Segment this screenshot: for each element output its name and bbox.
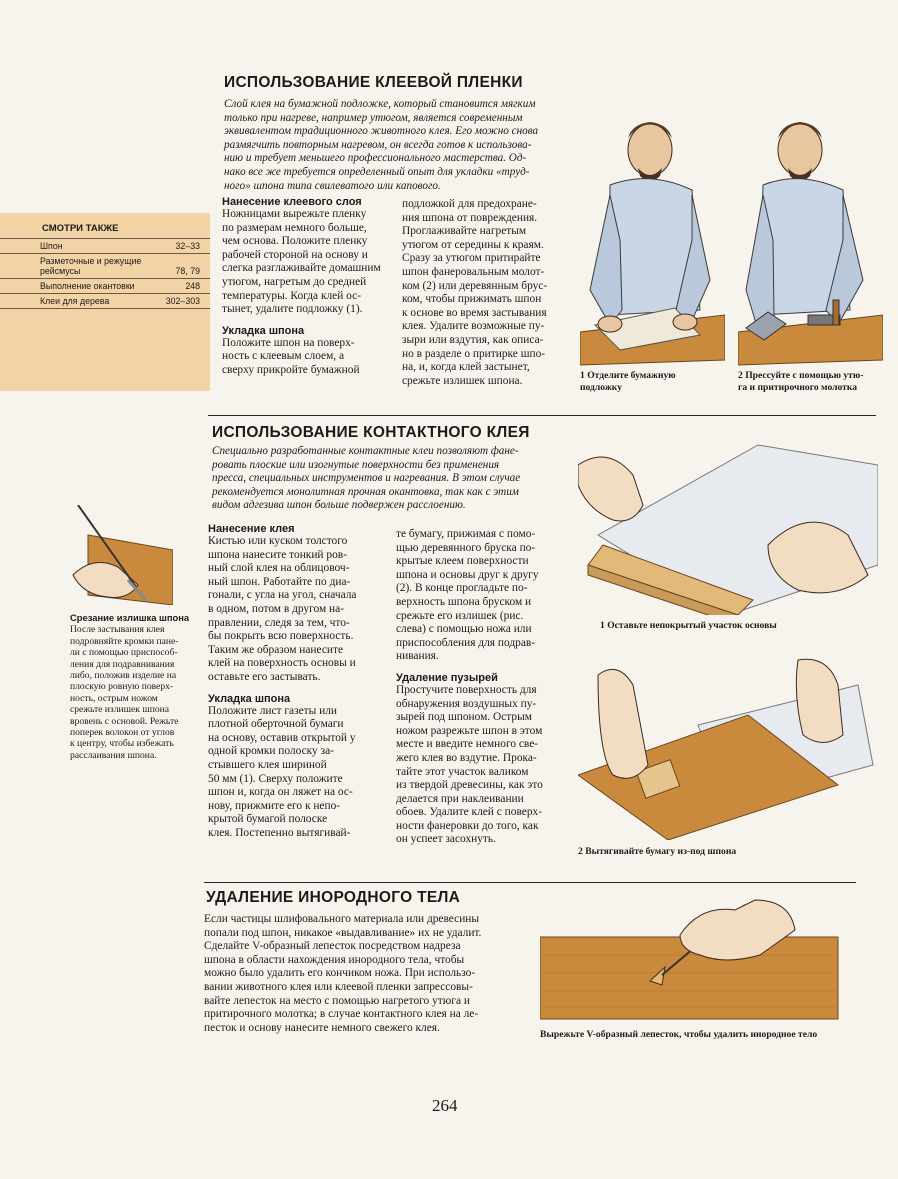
subheading: Нанесение клея <box>208 523 295 535</box>
section1-intro: Слой клея на бумажной подложке, который становится мягким только при нагреве, например утюгом, является современным эквивалентом традиционного животного клея. Его можно снова размягчить повторным нагревом, он всегда готов к использова- нию и требует меньшего профессионального мастерства. Од- нако все же требуется определенный опыт для укладки «труд- ного» шпона типа свилеватого или капового. <box>224 98 539 192</box>
illustration-v-flap <box>540 895 840 1025</box>
section3-text: Если частицы шлифовального материала или древесины попали под шпон, никакое «выдавливание» их не удалит. Сделайте V-образный лепесток посредством надреза шпона в области нахождения инородного тела, чтобы можно было удалить его кончиком ножа. При использо- вании животного клея или клеевой пленки запрессовы- вайте лепесток на место с помощью нагретого утюга и притирочного молотка; в случае контактного клея на ле- песток и основу нанесите немного свежего клея. <box>204 913 482 1034</box>
section2-caption2: 2 Вытягивайте бумагу из-под шпона <box>578 846 737 857</box>
side-caption: Срезание излишка шпона После застывания клея подровняйте кромки пане- ли с помощью приспособ- ления для подравнивания либо, положив изделие на плоскую ровную поверх- ность, острым ножом срежьте излишек шпона вровень с основой. Режьте поперек волокон от углов к центру, чтобы избежать расслаивания шпона. <box>70 612 190 761</box>
section1-title: ИСПОЛЬЗОВАНИЕ КЛЕЕВОЙ ПЛЕНКИ <box>224 74 523 91</box>
subheading: Нанесение клеевого слоя <box>222 196 362 208</box>
paragraph: Кистью или куском толстого шпона нанесите тонкий ров- ный слой клея на облицовоч- ный шпон. Работайте по диа- гонали, с угла на угол, сначала в одном, потом в другом на- правлении, следя за тем, что- бы покрыть всю поверхность. Таким же образом нанесите клей на поверхность основы и оставьте его застывать. <box>208 535 357 683</box>
see-also-box <box>0 213 210 391</box>
section1-col2: подложкой для предохране- ния шпона от повреждения. Проглаживайте нагретым утюгом от середины к краям. Сразу за утюгом притирайте шпон фанеровальным молот- ком (2) или деревянным брус- ком, чтобы прижимать шпон к основе во время застывания клея. Удалите возможные пу- зыри или вздутия, как описа- но в разделе о притирке шпо- на, и, когда клей застынет, срежьте излишек шпона. <box>402 198 548 387</box>
see-also-title: СМОТРИ ТАКЖЕ <box>42 223 119 234</box>
section1-caption2: 2 Прессуйте с помощью утю- га и притирочного молотка <box>738 370 864 393</box>
paragraph: те бумагу, прижимая с помо- щью деревянного бруска по- крытые клеем поверхности шпона и основы друг к другу (2). В конце прогладьте по- верхность шпона бруском и срежьте его излишек (рис. слева) с помощью ножа или приспособления для подрав- нивания. <box>396 528 539 663</box>
side-caption-title: Срезание излишка шпона <box>70 612 190 623</box>
subheading: Укладка шпона <box>208 692 291 705</box>
subheading: Удаление пузырей <box>396 671 498 684</box>
section2-title: ИСПОЛЬЗОВАНИЕ КОНТАКТНОГО КЛЕЯ <box>212 424 530 441</box>
illustration-peel-backing <box>580 110 725 370</box>
illustration-trim-edge <box>68 505 173 605</box>
see-also-item[interactable]: Выполнение окантовки 248 <box>0 279 210 294</box>
section2-intro: Специально разработанные контактные клеи позволяют фане- ровать плоские или изогнутые поверхности без применения пресса, специальных инструментов и нагревания. В этом случае рекомендуется монолитная прочная окантовка, так как с этим видом адгезива шпон больше подвержен расслоению. <box>212 445 521 512</box>
subheading: Укладка шпона <box>222 324 305 337</box>
see-also-item[interactable]: Клеи для дерева 302–303 <box>0 294 210 309</box>
see-also-list <box>0 238 210 309</box>
illustration-pull-paper <box>578 655 878 840</box>
section2-col2 <box>396 528 576 847</box>
section2-col1 <box>208 523 393 840</box>
section2-caption1: 1 Оставьте непокрытый участок основы <box>600 620 777 631</box>
paragraph: Ножницами вырежьте пленку по размерам немного больше, чем основа. Положите пленку рабочей стороной на основу и слегка разглаживайте домашним утюгом, нагретым до средней температуры. Когда клей ос- тынет, удалите подложку (1). <box>222 208 381 316</box>
illustration-iron-hammer <box>738 110 883 370</box>
illustration-uncovered-strip <box>578 425 878 615</box>
section3-caption: Вырежьте V-образный лепесток, чтобы удалить инородное тело <box>540 1029 818 1040</box>
see-also-item[interactable]: Шпон 32–33 <box>0 239 210 254</box>
paragraph: Положите шпон на поверх- ность с клеевым слоем, а сверху прикройте бумажной <box>222 336 360 376</box>
see-also-item[interactable]: Разметочные и режущие рейсмусы 78, 79 <box>0 254 210 279</box>
paragraph: Положите лист газеты или плотной оберточной бумаги на основу, оставив открытой у одной кромки полоску за- стывшего клея шириной 50 мм (1). Сверху положите шпон и, когда он ляжет на ос- нову, прижмите его к непо- крытой бумагой полоске клея. Постепенно вытягивай- <box>208 704 356 839</box>
divider <box>204 882 856 883</box>
divider <box>208 415 876 416</box>
section3-title: УДАЛЕНИЕ ИНОРОДНОГО ТЕЛА <box>206 889 461 906</box>
section1-col1 <box>222 196 402 378</box>
page-number: 264 <box>432 1096 458 1115</box>
paragraph: Простучите поверхность для обнаружения воздушных пу- зырей под шпоном. Острым ножом разрежьте шпон в этом месте и введите немного све- жего клея во вздутие. Прока- тайте этот участок валиком из твердой древесины, как это делается при наклеивании обоев. Удалите клей с поверх- ности фанеровки до того, как он успеет засохнуть. <box>396 683 543 846</box>
section1-caption1: 1 Отделите бумажную подложку <box>580 370 676 393</box>
